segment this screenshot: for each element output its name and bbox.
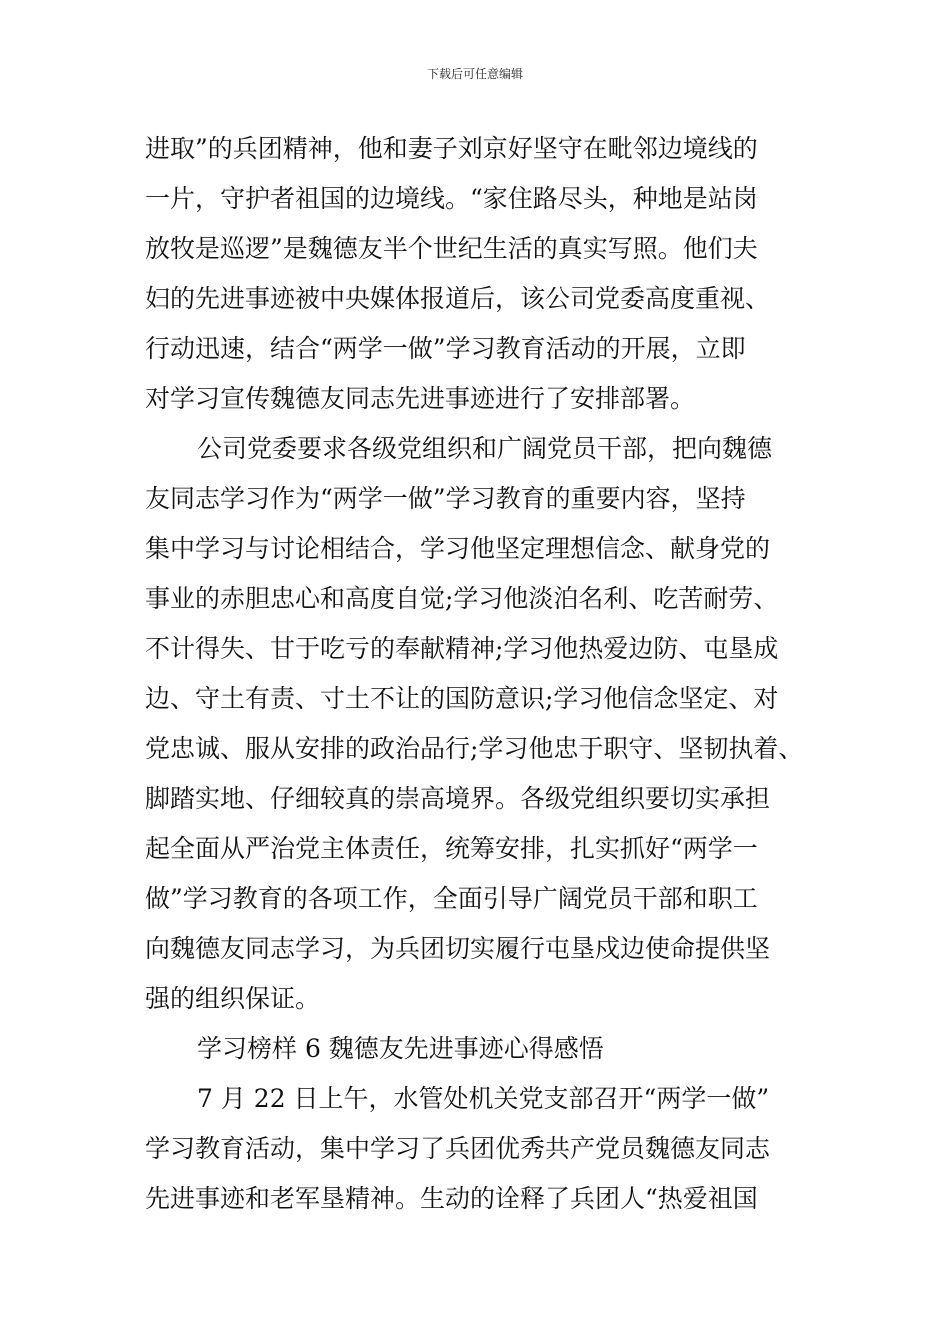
text-line: 学习教育活动，集中学习了兵团优秀共产党员魏德友同志 (145, 1134, 771, 1163)
text-line: 强的组织保证。 (145, 984, 321, 1013)
text-line: 7 月 22 日上午，水管处机关党支部召开“两学一做” (197, 1084, 770, 1113)
document-body (145, 124, 845, 1224)
text-line: 公司党委要求各级党组织和广阔党员干部，把向魏德 (197, 434, 773, 463)
text-line: 做”学习教育的各项工作，全面引导广阔党员干部和职工 (145, 884, 758, 913)
text-line: 党忠诚、服从安排的政治品行;学习他忠于职守、坚韧执着、 (145, 734, 804, 763)
text-line: 脚踏实地、仔细较真的崇高境界。各级党组织要切实承担 (145, 784, 771, 813)
text-line: 集中学习与讨论相结合，学习他坚定理想信念、献身党的 (145, 534, 771, 563)
text-line: 妇的先进事迹被中央媒体报道后，该公司党委高度重视、 (145, 284, 771, 313)
text-line: 起全面从严治党主体责任，统筹安排，扎实抓好“两学一 (145, 834, 758, 863)
text-line: 进取”的兵团精神，他和妻子刘京好坚守在毗邻边境线的 (145, 134, 758, 163)
text-line: 向魏德友同志学习，为兵团切实履行屯垦戍边使命提供坚 (145, 934, 771, 963)
text-line: 不计得失、甘于吃亏的奉献精神;学习他热爱边防、屯垦成 (145, 634, 779, 663)
text-line: 先进事迹和老军垦精神。生动的诠释了兵团人“热爱祖国 (145, 1184, 758, 1213)
text-line: 一片，守护者祖国的边境线。“家住路尽头，种地是站岗 (145, 184, 758, 213)
text-line: 行动迅速，结合“两学一做”学习教育活动的开展，立即 (145, 334, 746, 363)
page-header: 下载后可任意编辑 (426, 67, 523, 81)
text-line: 放牧是巡逻”是魏德友半个世纪生活的真实写照。他们夫 (145, 234, 758, 263)
text-line: 边、守土有责、寸土不让的国防意识;学习他信念坚定、对 (145, 684, 779, 713)
text-line: 事业的赤胆忠心和高度自觉;学习他淡泊名利、吃苦耐劳、 (145, 584, 779, 613)
section-heading: 学习榜样 6 魏德友先进事迹心得感悟 (197, 1034, 604, 1063)
text-line: 对学习宣传魏德友同志先进事迹进行了安排部署。 (145, 384, 696, 413)
text-line: 友同志学习作为“两学一做”学习教育的重要内容，坚持 (145, 484, 746, 513)
